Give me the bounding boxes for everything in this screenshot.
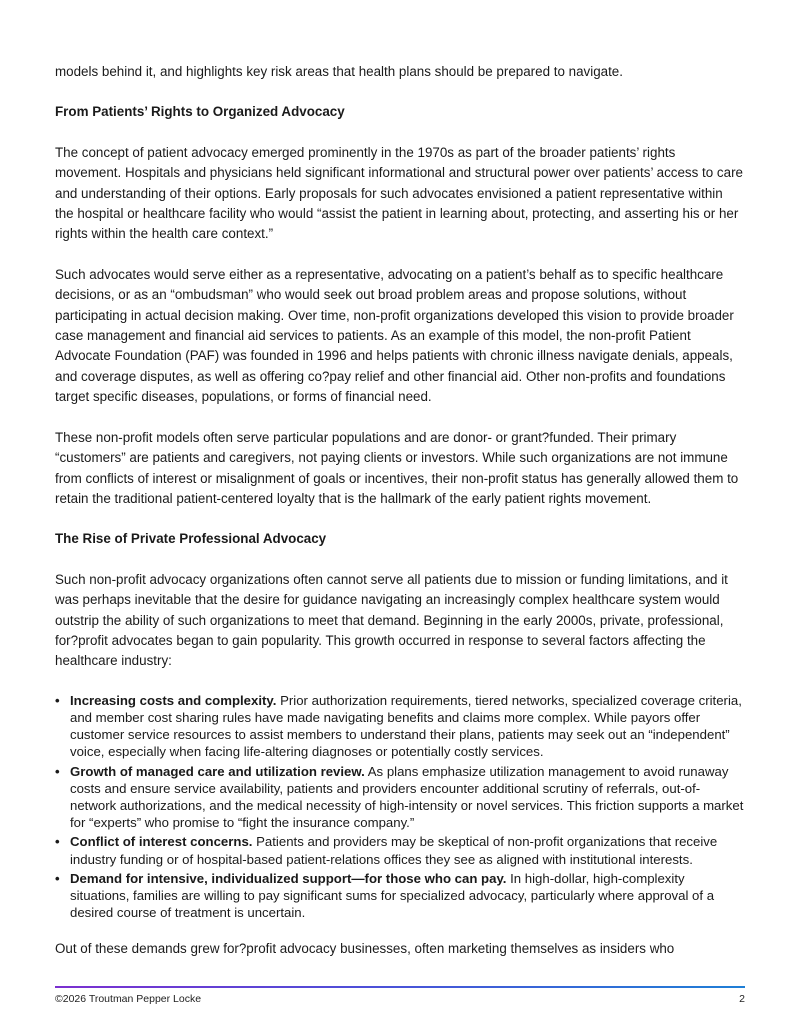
bullet-text: Prior authorization requirements, tiered networks, specialized coverage criteria, and member cost sharing rules have made navigating benefits and claims more complex. While payors offer customer service resources to assist members to understand their plans, patients may seek out an “independent” voice, especially when facing life-altering diagnoses or potentially costly services.: [70, 692, 742, 760]
list-item: [55, 763, 745, 832]
paragraph: The concept of patient advocacy emerged prominently in the 1970s as part of the broader patients’ rights movement. Hospitals and physicians held significant informational and structural power over patients’ access to care and understanding of their options. Early proposals for such advocates envisioned a patient representative within the hospital or healthcare facility who would “assist the patient in learning about, protecting, and asserting his or her rights within the health care context.”: [55, 144, 743, 242]
bullet-lead: Conflict of interest concerns.: [70, 834, 253, 850]
list-item: [55, 692, 745, 761]
bullet-icon: •: [55, 834, 60, 850]
list-item: [55, 870, 745, 922]
section-heading-patients-rights: From Patients’ Rights to Organized Advocacy: [55, 104, 345, 120]
footer-divider: [55, 986, 745, 988]
bullet-text: Patients and providers may be skeptical of non-profit organizations that receive industry funding or of hospital-based patient-relations offices they see as aligned with institutional interests.: [70, 834, 718, 867]
paragraph: These non-profit models often serve particular populations and are donor- or grant?funded. Their primary “customers” are patients and caregivers, not paying clients or investors. While such organizations are not immune from conflicts of interest or misalignment of goals or incentives, their non-profit status has generally allowed them to retain the traditional patient-centered loyalty that is the hallmark of the early patient rights movement.: [55, 429, 739, 506]
bullet-icon: •: [55, 692, 60, 708]
bullet-lead: Increasing costs and complexity.: [70, 692, 277, 708]
paragraph: Such non-profit advocacy organizations often cannot serve all patients due to mission or funding limitations, and it was perhaps inevitable that the desire for guidance navigating an increasingly complex healthcare system would outstrip the ability of such organizations to meet that demand. Beginning in the early 2000s, private, professional, for?profit advocates began to gain popularity. This growth occurred in response to several factors affecting the healthcare industry:: [55, 571, 728, 669]
footer-copyright: ©2026 Troutman Pepper Locke: [55, 993, 202, 1005]
bullet-icon: •: [55, 870, 60, 886]
factor-bullet-list: [55, 692, 745, 922]
bullet-text: In high-dollar, high-complexity situations, families are willing to pay significant sums for specialized advocacy, particularly where approval of a desired course of treatment is uncertain.: [70, 870, 715, 921]
section-heading-private-advocacy: The Rise of Private Professional Advocacy: [55, 531, 327, 547]
bullet-text: As plans emphasize utilization management to avoid runaway costs and ensure service availability, patients and providers encounter additional scrutiny of referrals, out-of-network authorizations, and the medical necessity of high-intensity or novel services. This friction supports a market for “experts” who promise to “fight the insurance company.”: [70, 763, 744, 831]
bullet-icon: •: [55, 763, 60, 779]
closing-paragraph: Out of these demands grew for?profit advocacy businesses, often marketing themselves as insiders who: [55, 941, 675, 957]
bullet-lead: Demand for intensive, individualized support—for those who can pay.: [70, 870, 507, 886]
footer-page-number: 2: [739, 993, 745, 1005]
paragraph: Such advocates would serve either as a representative, advocating on a patient’s behalf as to specific healthcare decisions, or as an “ombudsman” who would seek out broad problem areas and propose solutions, without participating in actual decision making. Over time, non-profit organizations developed this vision to provide broader case management and financial aid services to patients. As an example of this model, the non-profit Patient Advocate Foundation (PAF) was founded in 1996 and helps patients with chronic illness navigate denials, appeals, and coverage disputes, as well as offering co?pay relief and other financial aid. Other non-profits and foundations target specific diseases, populations, or forms of financial need.: [55, 266, 734, 405]
bullet-lead: Growth of managed care and utilization review.: [70, 763, 365, 779]
list-item: [55, 833, 745, 867]
intro-line: models behind it, and highlights key risk areas that health plans should be prepared to navigate.: [55, 64, 623, 79]
document-body: [55, 62, 745, 980]
